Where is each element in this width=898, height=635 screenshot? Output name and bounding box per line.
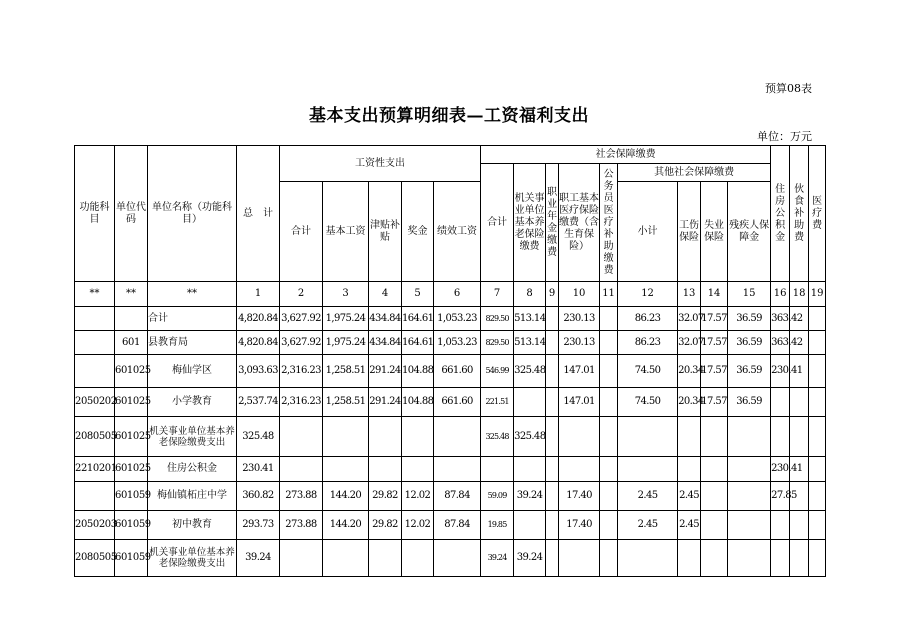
- value-cell: [280, 417, 323, 457]
- unit-name-cell: 住房公积金: [148, 457, 237, 482]
- header-unit-name: 单位名称（功能科目）: [148, 146, 237, 282]
- table-row: [75, 511, 826, 540]
- value-cell: 434.84: [369, 331, 402, 355]
- value-cell: 291.24: [369, 355, 402, 388]
- value-cell: 17.40: [559, 482, 600, 511]
- value-cell: 434.84: [369, 307, 402, 331]
- unit-code-cell: 601025: [115, 355, 148, 388]
- value-cell: [546, 511, 559, 540]
- value-cell: 36.59: [728, 331, 771, 355]
- value-cell: 273.88: [280, 511, 323, 540]
- value-cell: 230.41: [237, 457, 280, 482]
- value-cell: 221.51: [481, 388, 514, 417]
- value-cell: 36.59: [728, 307, 771, 331]
- header-disability: 残疾人保障金: [728, 182, 771, 282]
- value-cell: 39.24: [514, 540, 546, 577]
- value-cell: 230.13: [559, 307, 600, 331]
- value-cell: [728, 511, 771, 540]
- value-cell: [809, 457, 826, 482]
- value-cell: [402, 417, 434, 457]
- value-cell: [790, 388, 809, 417]
- value-cell: [809, 331, 826, 355]
- value-cell: 230.13: [559, 331, 600, 355]
- marker-cell: **: [115, 282, 148, 307]
- value-cell: [728, 540, 771, 577]
- header-annuity: 职业年金缴费: [546, 164, 559, 282]
- value-cell: [280, 457, 323, 482]
- value-cell: [771, 511, 790, 540]
- unit-name-cell: 县教育局: [148, 331, 237, 355]
- unit-code-cell: 601025: [115, 457, 148, 482]
- table-row: [75, 355, 826, 388]
- func-subject-cell: 2080505: [75, 417, 115, 457]
- value-cell: 164.61: [402, 331, 434, 355]
- value-cell: 39.24: [481, 540, 514, 577]
- column-number-cell: 7: [481, 282, 514, 307]
- value-cell: 74.50: [618, 355, 678, 388]
- value-cell: 1,258.51: [323, 355, 369, 388]
- unit-code-cell: 601025: [115, 417, 148, 457]
- value-cell: 1,053.23: [434, 331, 481, 355]
- value-cell: 144.20: [323, 511, 369, 540]
- value-cell: [546, 457, 559, 482]
- value-cell: 27.85: [771, 482, 790, 511]
- value-cell: 32.07: [678, 307, 701, 331]
- unit-code-cell: 601059: [115, 511, 148, 540]
- value-cell: 2,316.23: [280, 388, 323, 417]
- value-cell: 829.50: [481, 307, 514, 331]
- value-cell: 3,093.63: [237, 355, 280, 388]
- func-subject-cell: 2050203: [75, 511, 115, 540]
- header-civil-medical: 公务员医疗补助缴费: [600, 164, 618, 282]
- value-cell: 17.40: [559, 511, 600, 540]
- column-number-cell: 13: [678, 282, 701, 307]
- value-cell: 360.82: [237, 482, 280, 511]
- unit-code-cell: 601: [115, 331, 148, 355]
- value-cell: 20.34: [678, 355, 701, 388]
- header-bonus: 奖金: [402, 182, 434, 282]
- value-cell: [790, 540, 809, 577]
- value-cell: [771, 540, 790, 577]
- column-number-cell: 19: [809, 282, 826, 307]
- value-cell: [701, 540, 728, 577]
- value-cell: [790, 511, 809, 540]
- budget-table: [74, 145, 826, 577]
- value-cell: [771, 417, 790, 457]
- value-cell: [600, 540, 618, 577]
- value-cell: [728, 482, 771, 511]
- value-cell: 12.02: [402, 511, 434, 540]
- func-subject-cell: [75, 307, 115, 331]
- value-cell: 3,627.92: [280, 307, 323, 331]
- table-row: [75, 540, 826, 577]
- func-subject-cell: [75, 331, 115, 355]
- value-cell: [434, 540, 481, 577]
- unit-name-cell: 机关事业单位基本养老保险缴费支出: [148, 417, 237, 457]
- value-cell: 273.88: [280, 482, 323, 511]
- value-cell: [701, 457, 728, 482]
- marker-cell: **: [148, 282, 237, 307]
- value-cell: [546, 307, 559, 331]
- value-cell: 39.24: [514, 482, 546, 511]
- value-cell: 2.45: [678, 482, 701, 511]
- value-cell: 1,258.51: [323, 388, 369, 417]
- header-social-subtotal: 合计: [481, 164, 514, 282]
- table-row: [75, 457, 826, 482]
- value-cell: [618, 457, 678, 482]
- column-number-cell: 2: [280, 282, 323, 307]
- value-cell: [434, 417, 481, 457]
- value-cell: [600, 331, 618, 355]
- column-number-cell: 4: [369, 282, 402, 307]
- value-cell: 17.57: [701, 355, 728, 388]
- table-row: [75, 482, 826, 511]
- value-cell: 661.60: [434, 355, 481, 388]
- value-cell: [701, 482, 728, 511]
- header-salary-subtotal: 合计: [280, 182, 323, 282]
- value-cell: 147.01: [559, 388, 600, 417]
- column-number-cell: 14: [701, 282, 728, 307]
- table-row: [75, 417, 826, 457]
- value-cell: 291.24: [369, 388, 402, 417]
- value-cell: [600, 457, 618, 482]
- value-cell: [546, 388, 559, 417]
- header-unit-code: 单位代码: [115, 146, 148, 282]
- value-cell: [600, 355, 618, 388]
- header-total: 总 计: [237, 146, 280, 282]
- value-cell: 29.82: [369, 511, 402, 540]
- value-cell: [514, 388, 546, 417]
- value-cell: [728, 457, 771, 482]
- value-cell: [771, 388, 790, 417]
- value-cell: [809, 388, 826, 417]
- column-number-cell: 18: [790, 282, 809, 307]
- column-number-cell: 15: [728, 282, 771, 307]
- value-cell: 36.59: [728, 355, 771, 388]
- value-cell: [809, 540, 826, 577]
- value-cell: [546, 417, 559, 457]
- header-medical-fee: 医疗费: [809, 146, 826, 282]
- value-cell: [546, 331, 559, 355]
- value-cell: 147.01: [559, 355, 600, 388]
- value-cell: 546.99: [481, 355, 514, 388]
- value-cell: 230.41: [771, 355, 790, 388]
- column-number-cell: 12: [618, 282, 678, 307]
- unit-code-cell: 601059: [115, 482, 148, 511]
- unit-name-cell: 机关事业单位基本养老保险缴费支出: [148, 540, 237, 577]
- column-number-cell: 5: [402, 282, 434, 307]
- column-number-cell: 3: [323, 282, 369, 307]
- header-basic-salary: 基本工资: [323, 182, 369, 282]
- value-cell: [546, 540, 559, 577]
- unit-name-cell: 梅仙镇柘庄中学: [148, 482, 237, 511]
- value-cell: 3,627.92: [280, 331, 323, 355]
- header-injury: 工伤保险: [678, 182, 701, 282]
- marker-row: [75, 282, 826, 307]
- table-row: [75, 388, 826, 417]
- value-cell: 164.61: [402, 307, 434, 331]
- value-cell: [481, 457, 514, 482]
- unit-name-cell: 小学教育: [148, 388, 237, 417]
- value-cell: 2,316.23: [280, 355, 323, 388]
- header-food: 伙食补助费: [790, 146, 809, 282]
- unit-code-cell: 601025: [115, 388, 148, 417]
- value-cell: [280, 540, 323, 577]
- value-cell: 325.48: [237, 417, 280, 457]
- value-cell: 87.84: [434, 482, 481, 511]
- value-cell: 325.48: [514, 355, 546, 388]
- value-cell: 661.60: [434, 388, 481, 417]
- value-cell: 2.45: [618, 511, 678, 540]
- column-number-cell: 10: [559, 282, 600, 307]
- value-cell: 39.24: [237, 540, 280, 577]
- value-cell: [514, 511, 546, 540]
- value-cell: 12.02: [402, 482, 434, 511]
- value-cell: [790, 417, 809, 457]
- value-cell: 230.41: [771, 457, 790, 482]
- marker-cell: **: [75, 282, 115, 307]
- value-cell: 87.84: [434, 511, 481, 540]
- value-cell: 2,537.74: [237, 388, 280, 417]
- value-cell: [559, 417, 600, 457]
- value-cell: 513.14: [514, 307, 546, 331]
- column-number-cell: 16: [771, 282, 790, 307]
- value-cell: [546, 355, 559, 388]
- value-cell: [600, 511, 618, 540]
- value-cell: [323, 540, 369, 577]
- value-cell: [600, 417, 618, 457]
- value-cell: [434, 457, 481, 482]
- value-cell: 86.23: [618, 307, 678, 331]
- value-cell: [809, 482, 826, 511]
- value-cell: [546, 482, 559, 511]
- value-cell: 4,820.84: [237, 331, 280, 355]
- value-cell: [701, 417, 728, 457]
- value-cell: [809, 511, 826, 540]
- header-func-subject: 功能科目: [75, 146, 115, 282]
- column-number-cell: 8: [514, 282, 546, 307]
- value-cell: 293.73: [237, 511, 280, 540]
- value-cell: 363.42: [771, 307, 790, 331]
- value-cell: 1,053.23: [434, 307, 481, 331]
- value-cell: 363.42: [771, 331, 790, 355]
- header-other-subtotal: 小计: [618, 182, 678, 282]
- value-cell: [323, 457, 369, 482]
- header-housing: 住房公积金: [771, 146, 790, 282]
- column-number-cell: 11: [600, 282, 618, 307]
- header-medical: 职工基本医疗保险缴费（含生育保险）: [559, 164, 600, 282]
- value-cell: 74.50: [618, 388, 678, 417]
- unit-code-cell: 601059: [115, 540, 148, 577]
- value-cell: [559, 540, 600, 577]
- value-cell: 59.09: [481, 482, 514, 511]
- value-cell: 829.50: [481, 331, 514, 355]
- value-cell: [728, 417, 771, 457]
- value-cell: [559, 457, 600, 482]
- value-cell: [600, 307, 618, 331]
- header-salary-group: 工资性支出: [280, 146, 481, 182]
- unit-name-cell: 合计: [148, 307, 237, 331]
- value-cell: 19.85: [481, 511, 514, 540]
- value-cell: [809, 355, 826, 388]
- header-pension: 机关事业单位基本养老保险缴费: [514, 164, 546, 282]
- value-cell: [600, 388, 618, 417]
- func-subject-cell: 2050202: [75, 388, 115, 417]
- value-cell: [600, 482, 618, 511]
- value-cell: [809, 417, 826, 457]
- func-subject-cell: [75, 482, 115, 511]
- value-cell: [402, 457, 434, 482]
- value-cell: 36.59: [728, 388, 771, 417]
- value-cell: 144.20: [323, 482, 369, 511]
- func-subject-cell: 2080505: [75, 540, 115, 577]
- value-cell: 104.88: [402, 388, 434, 417]
- form-number: 预算08表: [765, 82, 812, 95]
- value-cell: 32.07: [678, 331, 701, 355]
- value-cell: [678, 457, 701, 482]
- header-unemployment: 失业保险: [701, 182, 728, 282]
- value-cell: [402, 540, 434, 577]
- value-cell: [369, 540, 402, 577]
- unit-label: 单位：万元: [757, 130, 812, 143]
- value-cell: [618, 540, 678, 577]
- value-cell: [678, 417, 701, 457]
- value-cell: 86.23: [618, 331, 678, 355]
- value-cell: [369, 457, 402, 482]
- value-cell: 17.57: [701, 388, 728, 417]
- header-allowance: 津贴补贴: [369, 182, 402, 282]
- value-cell: 2.45: [678, 511, 701, 540]
- value-cell: 513.14: [514, 331, 546, 355]
- value-cell: [514, 457, 546, 482]
- header-performance: 绩效工资: [434, 182, 481, 282]
- func-subject-cell: [75, 355, 115, 388]
- value-cell: 17.57: [701, 331, 728, 355]
- unit-name-cell: 初中教育: [148, 511, 237, 540]
- unit-code-cell: [115, 307, 148, 331]
- value-cell: 2.45: [618, 482, 678, 511]
- table-row: [75, 307, 826, 331]
- value-cell: 325.48: [481, 417, 514, 457]
- value-cell: 20.34: [678, 388, 701, 417]
- value-cell: 104.88: [402, 355, 434, 388]
- page-title: 基本支出预算明细表—工资福利支出: [309, 106, 589, 126]
- value-cell: 4,820.84: [237, 307, 280, 331]
- unit-name-cell: 梅仙学区: [148, 355, 237, 388]
- value-cell: 29.82: [369, 482, 402, 511]
- value-cell: 1,975.24: [323, 307, 369, 331]
- value-cell: 325.48: [514, 417, 546, 457]
- value-cell: [809, 307, 826, 331]
- value-cell: 17.57: [701, 307, 728, 331]
- value-cell: [369, 417, 402, 457]
- column-number-cell: 9: [546, 282, 559, 307]
- func-subject-cell: 2210201: [75, 457, 115, 482]
- header-social-group: 社会保障缴费: [481, 146, 771, 164]
- table-row: [75, 331, 826, 355]
- header-other-social-group: 其他社会保障缴费: [618, 164, 771, 182]
- value-cell: [678, 540, 701, 577]
- value-cell: [618, 417, 678, 457]
- column-number-cell: 6: [434, 282, 481, 307]
- value-cell: 1,975.24: [323, 331, 369, 355]
- value-cell: [323, 417, 369, 457]
- value-cell: [701, 511, 728, 540]
- column-number-cell: 1: [237, 282, 280, 307]
